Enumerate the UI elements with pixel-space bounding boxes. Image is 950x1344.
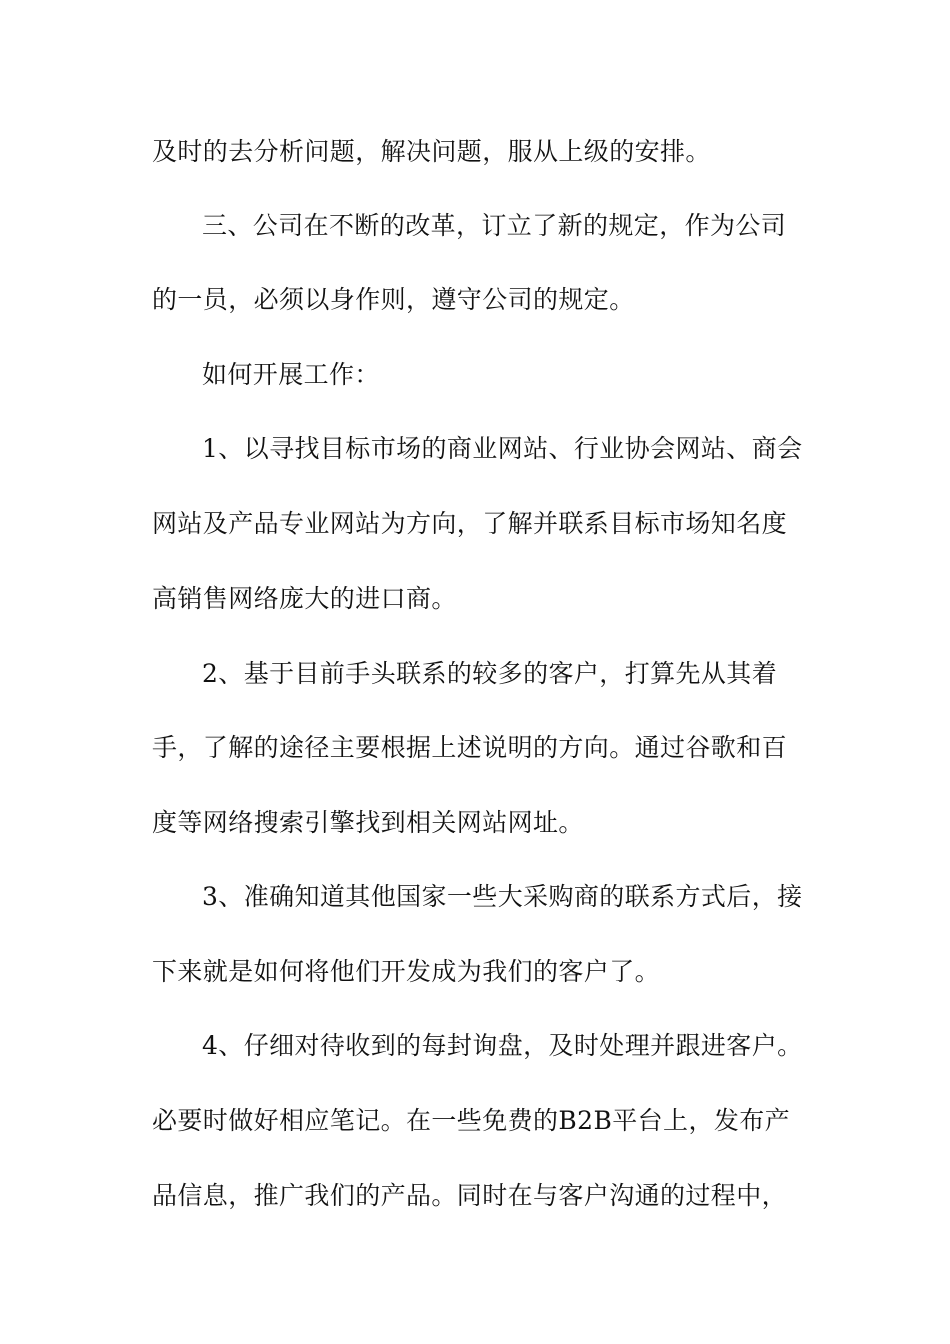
paragraph-line: 下来就是如何将他们开发成为我们的客户了。 <box>152 957 661 986</box>
paragraph-line: 高销售网络庞大的进口商。 <box>152 584 457 613</box>
paragraph-line: 4、仔细对待收到的每封询盘，及时处理并跟进客户。 <box>202 1031 803 1060</box>
paragraph-line: 手，了解的途径主要根据上述说明的方向。通过谷歌和百 <box>152 733 788 762</box>
paragraph-line: 度等网络搜索引擎找到相关网站网址。 <box>152 808 584 837</box>
paragraph-line: 网站及产品专业网站为方向，了解并联系目标市场知名度 <box>152 509 788 538</box>
paragraph-line: 1、以寻找目标市场的商业网站、行业协会网站、商会 <box>202 434 803 463</box>
section-heading: 如何开展工作： <box>202 360 380 389</box>
paragraph-line: 3、准确知道其他国家一些大采购商的联系方式后，接 <box>202 882 803 911</box>
paragraph-line: 必要时做好相应笔记。在一些免费的B2B平台上，发布产 <box>152 1106 791 1135</box>
paragraph-line: 三、公司在不断的改革，订立了新的规定，作为公司 <box>202 211 787 240</box>
paragraph-line: 及时的去分析问题，解决问题，服从上级的安排。 <box>152 137 711 166</box>
paragraph-line: 品信息，推广我们的产品。同时在与客户沟通的过程中， <box>152 1181 788 1210</box>
paragraph-line: 的一员，必须以身作则，遵守公司的规定。 <box>152 285 635 314</box>
paragraph-line: 2、基于目前手头联系的较多的客户，打算先从其着 <box>202 659 778 688</box>
